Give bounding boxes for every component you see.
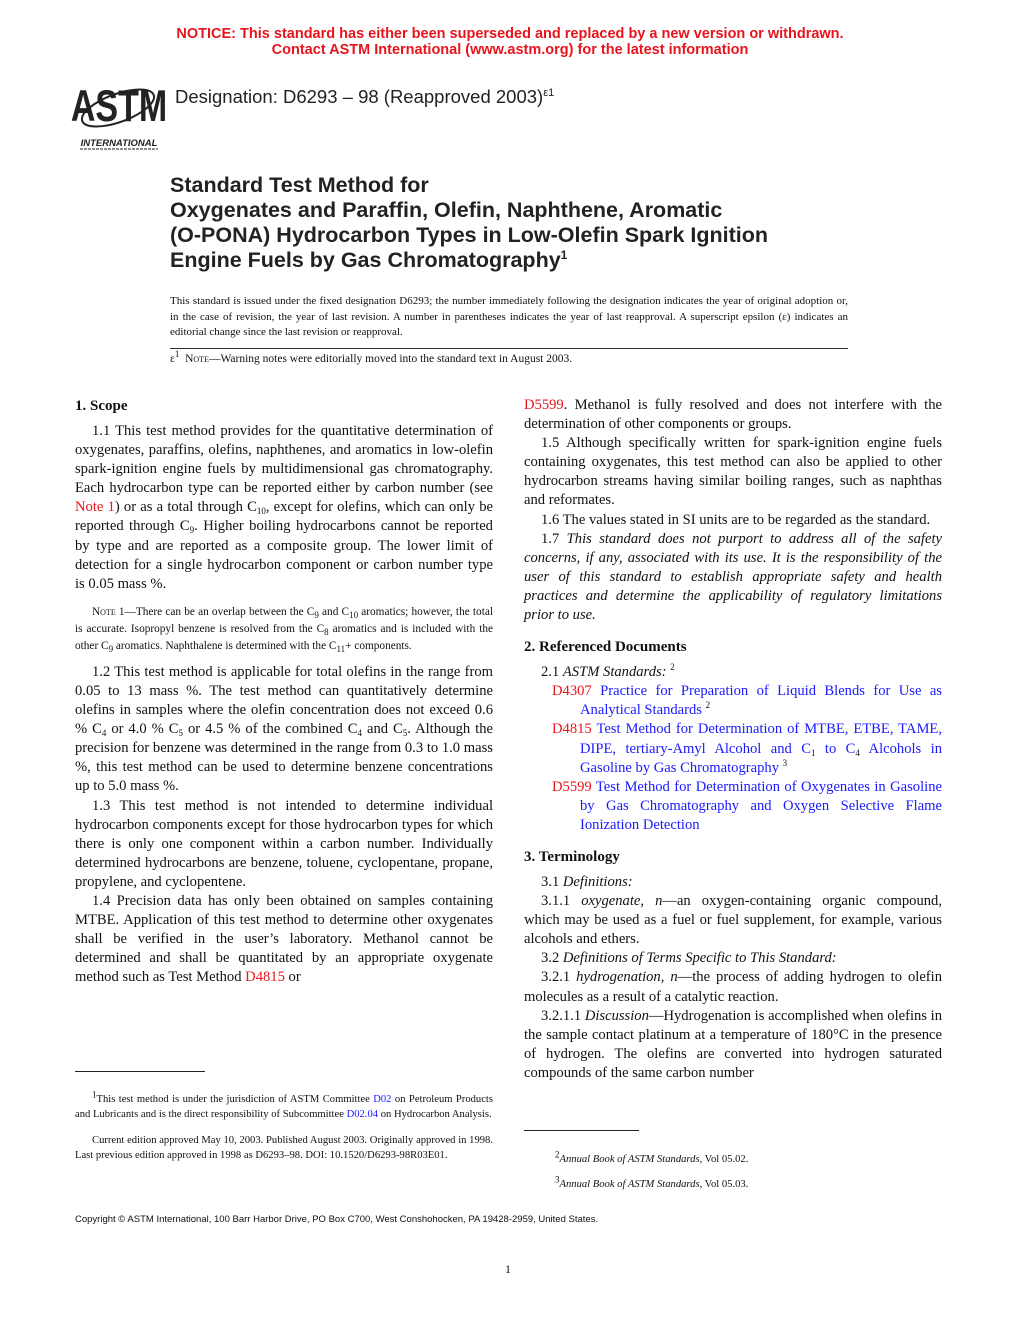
title-line: Standard Test Method for: [170, 173, 429, 197]
text-run: or 4.0 % C: [106, 721, 179, 738]
text-run: 1.5 Although specifically written for spark-ignition engine fuels containing oxygenates, this test method can also be applied to other hydrocarbon streams having similar boiling ranges, such as naphthas and reformates.: [524, 435, 942, 509]
title-line: [170, 248, 870, 273]
referenced-document: [552, 778, 942, 835]
paragraph: [75, 892, 493, 987]
text-run: and C: [318, 605, 350, 618]
notice-line-1: NOTICE: This standard has either been superseded and replaced by a new version or withdrawn.: [176, 26, 844, 42]
text-run: , except for olefins, which can only be reported through C: [75, 499, 493, 535]
subscript: 9: [108, 643, 114, 654]
text-run: 1.2 This test method is applicable for total olefins in the range from 0.05 to 13 mass %. The test method can quantitatively determine olefins in samples where the olefin concentration does not exceed 0.6 % C: [75, 663, 493, 738]
text-run: This test method is under the jurisdiction of ASTM Committee: [96, 1093, 374, 1105]
footnote-divider: [75, 1071, 205, 1072]
subscript: 4: [357, 728, 363, 739]
reference-link[interactable]: Test Method for Determination of Oxygenates in Gasoline by Gas Chromatography and Oxygen Selective Flame Ionization Detection: [580, 778, 942, 833]
text-run: on Petroleum Products and Lubricants and is the direct responsibility of Subcommittee: [75, 1093, 493, 1120]
italic-text: n: [670, 969, 678, 986]
italic-text: n: [655, 893, 663, 910]
title-footnote-ref: 1: [560, 247, 568, 262]
italic-text: ASTM Standards:: [562, 664, 667, 681]
designation-superscript: ε1: [543, 86, 555, 99]
subscript: 10: [349, 609, 359, 620]
standard-link[interactable]: D5599: [552, 778, 592, 795]
subscript: 9: [189, 525, 195, 536]
text-run: , Vol 05.03.: [699, 1179, 749, 1191]
paragraph: [524, 1007, 942, 1083]
subscript: 1: [811, 747, 816, 758]
text-run: Current edition approved May 10, 2003. Published August 2003. Originally approved in 1998. Last previous edition approved in 1998 as D6293–98. DOI: 10.1520/D6293-98R03E01.: [75, 1134, 493, 1161]
right-column: [524, 396, 942, 1083]
footnote-ref: 2: [555, 1149, 560, 1160]
text-run: aromatics; however, the total is accurate. Isopropyl benzene is resolved from the C: [75, 605, 493, 635]
text-run: . Methanol is fully resolved and does not interfere with the determination of other components or groups.: [524, 397, 942, 433]
text-run: —Hydrogenation is accomplished when olefins in the sample contact platinum at a temperature of 180°C in the presence of hydrogen. The olefins are converted into hydrogen saturated compounds of the same carbon number: [524, 1007, 943, 1081]
astm-logo-icon: [70, 74, 168, 150]
paragraph: [538, 1174, 938, 1192]
withdrawal-notice: [0, 26, 1020, 58]
text-run: 3. Terminology: [524, 848, 620, 865]
notice-line-2: Contact ASTM International (www.astm.org) for the latest information: [271, 42, 749, 58]
text-run: ,: [660, 969, 671, 986]
text-run: aromatics. Naphthalene is determined with the C: [113, 639, 337, 652]
text-run: + components.: [345, 639, 412, 652]
paragraph: [524, 434, 942, 510]
standard-link[interactable]: D4307: [552, 683, 592, 700]
copyright: Copyright © ASTM International, 100 Barr Harbor Drive, PO Box C700, West Conshohocken, PA 19428-2959, United States.: [75, 1214, 599, 1225]
subscript: 4: [101, 728, 107, 739]
title-line: (O-PONA) Hydrocarbon Types in Low-Olefin Spark Ignition: [170, 223, 769, 247]
paragraph: [524, 663, 942, 682]
text-run: . Although the precision for benzene was determined in the range from 0.3 to 1.0 mass %, this test method can be used to determine benzene concentrations up to 5.0 mass %.: [75, 721, 494, 795]
subscript: 5: [402, 728, 408, 739]
italic-text: This standard does not purport to address all of the safety concerns, if any, associated with its use. It is the responsibility of the user of this standard to establish appropriate safety and health practices and determine the applicability of regulatory limitations prior to use.: [524, 530, 942, 624]
text-run: 2.1: [541, 664, 563, 681]
paragraph: [524, 968, 942, 1006]
svg-text:ASTM: ASTM: [70, 81, 168, 131]
text-run: 3.2.1: [541, 969, 577, 986]
text-run: 1.1 This test method provides for the quantitative determination of oxygenates, paraffins, olefins, naphthenes, and aromatics in low-olefin spark-ignition engine fuels by multidimensional gas chromatography. Each hydrocarbon type can be reported either by carbon number (see: [75, 423, 493, 497]
italic-text: Definitions:: [562, 873, 633, 890]
designation-text: Designation: D6293 – 98 (Reapproved 2003): [175, 86, 544, 107]
text-run: . Higher boiling hydrocarbons cannot be reported by type and are reported as a composite group. The lower limit of detection for a single hydrocarbon component or carbon number type is 0.05 mass %.: [75, 518, 493, 592]
note: [75, 604, 493, 655]
standard-link[interactable]: D5599: [524, 397, 564, 413]
reference-link[interactable]: Test Method for Determination of MTBE, ETBE, TAME, DIPE, tertiary-Amyl Alcohol and C: [580, 721, 942, 757]
footnote-divider: [524, 1130, 639, 1131]
text-run: 1. Scope: [75, 398, 128, 414]
designation: [175, 86, 554, 108]
text-run: —the process of adding hydrogen to olefin molecules as a result of a catalytic reaction.: [524, 969, 943, 1005]
standard-link[interactable]: D4815: [245, 969, 285, 986]
italic-text: hydrogenation: [576, 969, 661, 986]
title-line-text: Engine Fuels by Gas Chromatography: [170, 248, 561, 272]
italic-text: Definitions of Terms Specific to This Standard:: [562, 950, 837, 967]
text-run: ,: [640, 893, 656, 910]
note-text: —Warning notes were editorially moved into the standard text in August 2003.: [208, 353, 573, 365]
text-run: on Hydrocarbon Analysis.: [378, 1108, 492, 1120]
subscript: 9: [314, 609, 319, 620]
text-run: —an oxygen-containing organic compound, which may be used as a fuel or fuel supplement, for example, various alcohols and ethers.: [524, 893, 942, 948]
text-run: 2. Referenced Documents: [524, 639, 687, 656]
text-run: , Vol 05.02.: [699, 1153, 749, 1165]
text-run: 3.2: [541, 950, 563, 967]
page-number: 1: [505, 1262, 511, 1276]
referenced-document: [552, 720, 942, 777]
note-label: Note: [92, 605, 116, 618]
reference-link[interactable]: to C: [815, 740, 856, 757]
epsilon-note: [170, 349, 573, 365]
subscript: 10: [256, 506, 266, 517]
reference-link[interactable]: Alcohols in Gasoline by Gas Chromatography: [580, 740, 942, 776]
text-run: and C: [362, 721, 403, 738]
svg-text:INTERNATIONAL: INTERNATIONAL: [80, 138, 158, 149]
text-run: 3.1.1: [541, 893, 582, 910]
issuance-statement: This standard is issued under the fixed designation D6293; the number immediately following the designation indicates the year of original adoption or, in the case of revision, the year of last revision. A number in parentheses indicates the year of last reapproval. A superscript epsilon (ε) indicates an editorial change since the last revision or reapproval.: [170, 295, 848, 338]
section-heading: [524, 847, 942, 867]
text-run: or: [284, 969, 301, 986]
italic-text: Discussion: [584, 1007, 649, 1024]
reference-link[interactable]: Practice for Preparation of Liquid Blends for Use as Analytical Standards: [580, 683, 942, 719]
standard-link[interactable]: D4815: [552, 721, 592, 738]
section-heading: [75, 396, 493, 416]
document-title: [170, 173, 870, 273]
note-label: Note: [185, 353, 209, 365]
standard-link[interactable]: Note 1: [75, 499, 115, 516]
subscript: 8: [324, 626, 329, 637]
footnote-ref: 1: [92, 1089, 97, 1100]
paragraph: [524, 949, 942, 968]
paragraph: [524, 873, 942, 892]
paragraph: [524, 892, 942, 949]
text-run: ) or as a total through C: [114, 499, 257, 516]
subscript: 5: [178, 728, 183, 739]
epsilon-mark: ε: [170, 353, 175, 365]
text-run: [592, 683, 600, 699]
text-run: aromatics and is included with the other C: [75, 622, 493, 652]
italic-text: Annual Book of ASTM Standards: [559, 1153, 700, 1165]
text-run: 3.1: [541, 873, 563, 890]
subscript: 11: [336, 643, 346, 654]
title-line: Oxygenates and Paraffin, Olefin, Naphthene, Aromatic: [170, 198, 723, 222]
footnotes-left: [75, 1081, 493, 1174]
reference-link[interactable]: D02: [373, 1093, 392, 1105]
paragraph: [75, 1133, 493, 1163]
footnote-ref: 3: [555, 1174, 560, 1185]
referenced-document: [552, 682, 942, 720]
paragraph: [538, 1149, 938, 1167]
footnote-ref: 2: [705, 700, 711, 711]
paragraph: [75, 1089, 493, 1122]
text-run: 1—There can be an overlap between the C: [115, 605, 315, 618]
text-run: 1.6 The values stated in SI units are to be regarded as the standard.: [541, 511, 931, 528]
italic-text: Annual Book of ASTM Standards: [559, 1179, 700, 1191]
reference-link[interactable]: D02.04: [346, 1108, 379, 1120]
italic-text: oxygenate: [581, 893, 641, 910]
divider: [170, 348, 848, 349]
paragraph: [75, 422, 493, 594]
section-heading: [524, 637, 942, 657]
text-run: 1.7: [541, 530, 567, 547]
text-run: 3.2.1.1: [541, 1007, 585, 1024]
text-run: 1.4 Precision data has only been obtained on samples containing MTBE. Application of this test method to determine other oxygenates shall be verified in the user’s laboratory. Methanol cannot be determined and shall be quantitated by an appropriate oxygenate method such as Test Method: [75, 892, 493, 986]
paragraph: [524, 511, 942, 530]
paragraph: [524, 530, 942, 625]
subscript: 4: [855, 747, 860, 758]
paragraph: [75, 797, 493, 892]
footnotes-right: [538, 1141, 938, 1203]
text-run: or 4.5 % of the combined C: [183, 721, 358, 738]
footnote-ref: 3: [782, 757, 788, 768]
paragraph: [75, 663, 493, 797]
left-column: [75, 396, 493, 987]
epsilon-sup: 1: [174, 349, 180, 360]
paragraph: [524, 396, 942, 434]
text-run: 1.3 This test method is not intended to determine individual hydrocarbon components except for those hydrocarbon types for which there is only one component within a carbon number. Individually determined hydrocarbons are benzene, toluene, cyclopentane, propane, propylene, and cyclopentene.: [75, 797, 493, 890]
footnote-ref: 2: [670, 662, 675, 673]
